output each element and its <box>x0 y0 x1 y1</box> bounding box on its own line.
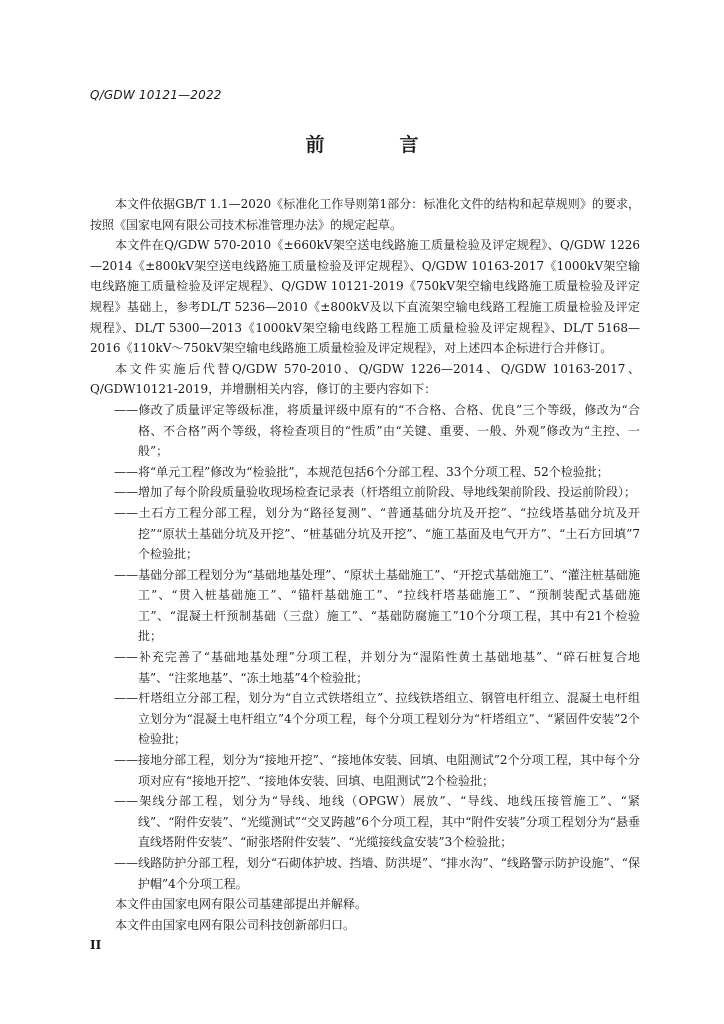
dash-marker: —— <box>114 485 138 500</box>
closing-paragraph: 本文件由国家电网有限公司基建部提出并解释。 <box>115 897 368 912</box>
change-list-item <box>90 647 640 688</box>
change-text: 接地分部工程，划分为“接地开挖”、“接地体安装、回填、电阻测试”2个分项工程，其中每个分项对应有“接地开挖”、“接地体安装、回填、电阻测试”2个检验批； <box>138 753 640 788</box>
change-text: 架线分部工程，划分为“导线、地线（OPGW）展放”、“导线、地线压接管施工”、“紧线”、“附件安装”、“光缆测试”“交叉跨越”6个分项工程，其中“附件安装”分项工程划分为“悬垂直线塔附件安装”、“耐张塔附件安装”、“光缆接线盒安装”3个检验批； <box>138 794 640 850</box>
change-list-item <box>90 565 640 647</box>
change-text: 增加了每个阶段质量验收现场检查记录表（杆塔组立前阶段、导地线架前阶段、投运前阶段）； <box>138 485 637 500</box>
change-list-item <box>90 791 640 853</box>
dash-marker: —— <box>114 753 138 768</box>
intro-paragraph: 本文件依据GB/T 1.1—2020《标准化工作导则第1部分：标准化文件的结构和起草规则》的要求，按照《国家电网有限公司技术标准管理办法》的规定起草。 <box>90 197 640 232</box>
intro-paragraph: 本文件实施后代替Q/GDW 570-2010、Q/GDW 1226—2014、Q/GDW 10163-2017、Q/GDW10121-2019，并增删相关内容，修订的主要内容如下： <box>90 361 640 397</box>
dash-marker: —— <box>114 856 138 870</box>
intro-paragraph: 本文件在Q/GDW 570-2010《±660kV架空送电线路施工质量检验及评定规程》、Q/GDW 1226—2014《±800kV架空送电线路施工质量检验及评定规程》、Q/GDW 10163-2017《1000kV架空输电线路施工质量检验及评定规程》、Q/GDW 10121-2019《750kV架空输电线路施工质量检验及评定规程》基础上，参考DL/T 5236—2010《±800kV及以下直流架空输电线路工程施工质量检验及评定规程》、DL/T 5300—2013《1000kV架空输电线路工程施工质量检验及评定规程》、DL/T 5168—2016《110kV～750kV架空输电线路施工质量检验及评定规程》，对上述四本企标进行合并修订。 <box>90 238 640 356</box>
change-text: 将“单元工程”修改为“检验批”，本规范包括6个分部工程、33个分项工程、52个检验批； <box>138 464 609 479</box>
page-title: 前 言 <box>305 134 447 156</box>
document-body <box>90 194 640 935</box>
change-list-item <box>90 503 640 565</box>
change-list-item <box>90 400 640 462</box>
change-list-item <box>90 688 640 750</box>
change-text: 基础分部工程划分为“基础地基处理”、“原状土基础施工”、“开挖式基础施工”、“灌注桩基础施工”、“贯入桩基础施工”、“锚杆基础施工”、“拉线杆塔基础施工”、“预制装配式基础施工”、“混凝土杆预制基础（三盘）施工”、“基础防腐施工”10个分项工程，其中有21个检验批； <box>138 567 640 644</box>
change-text: 线路防护分部工程，划分“石砌体护坡、挡墙、防洪堤”、“排水沟”、“线路警示防护设施”、“保护帽”4个分项工程。 <box>138 856 640 891</box>
dash-marker: —— <box>114 794 138 809</box>
closing-paragraph: 本文件由国家电网有限公司科技创新部归口。 <box>115 917 356 932</box>
change-text: 补充完善了“基础地基处理”分项工程，并划分为“湿陷性黄土基础地基”、“碎石桩复合地基”、“注浆地基”、“冻土地基”4个检验批； <box>138 650 640 685</box>
dash-marker: —— <box>114 567 138 582</box>
dash-marker: —— <box>114 464 138 479</box>
dash-marker: —— <box>114 505 138 520</box>
change-text: 土石方工程分部工程，划分为“路径复测”、“普通基础分坑及开挖”、“拉线塔基础分坑及开挖”“原状土基础分坑及开挖”、“桩基础分坑及开挖”、“施工基面及电气开方”、“土石方回填”7个检验批； <box>138 505 640 562</box>
dash-marker: —— <box>114 402 138 417</box>
change-list-item <box>90 750 640 791</box>
change-text: 修改了质量评定等级标准，将质量评级中原有的“不合格、合格、优良”三个等级，修改为“合格、不合格”两个等级，将检查项目的“性质”由“关键、重要、一般、外观”修改为“主控、一般”； <box>138 402 640 459</box>
document-code-header: Q/GDW 10121—2022 <box>90 88 222 102</box>
change-text: 杆塔组立分部工程，划分为“自立式铁塔组立”、拉线铁塔组立、钢管电杆组立、混凝土电杆组立划分为“混凝土电杆组立”4个分项工程，每个分项工程划分为“杆塔组立”、“紧固件安装”2个检验批； <box>138 691 640 747</box>
change-list-item <box>90 462 640 483</box>
change-list-item <box>90 482 640 503</box>
dash-marker: —— <box>114 650 138 665</box>
dash-marker: —— <box>114 691 138 706</box>
page-number: II <box>90 938 102 952</box>
change-list-item <box>90 853 640 894</box>
